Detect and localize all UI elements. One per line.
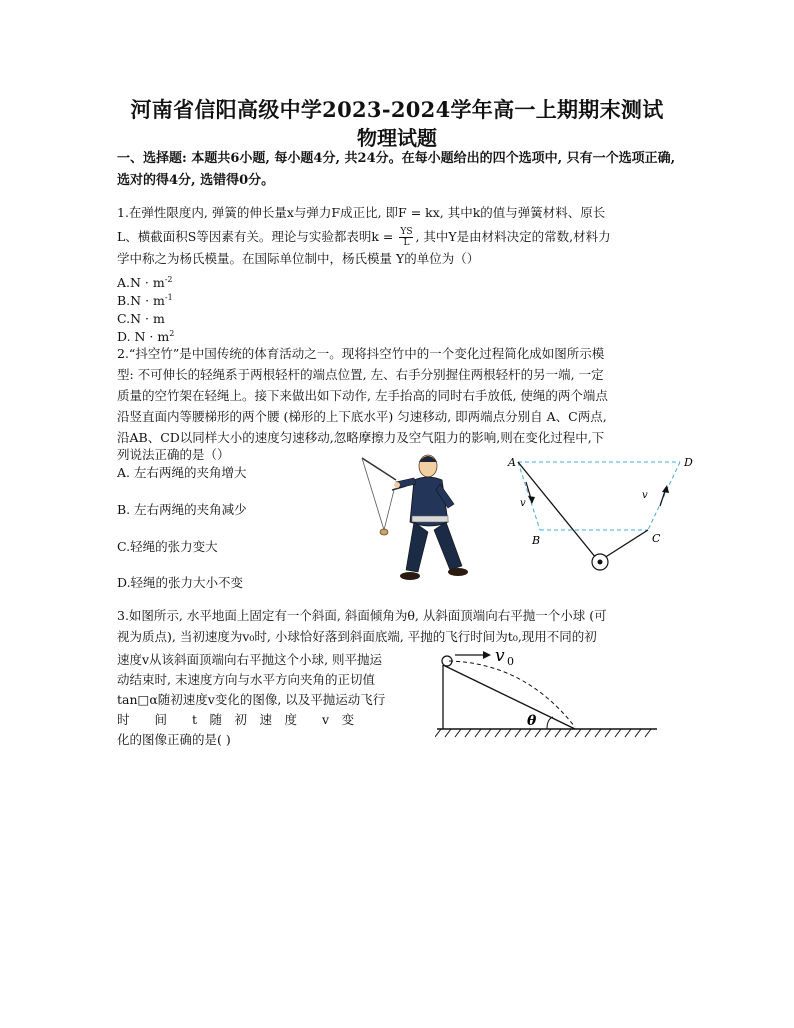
q3-line2: 视为质点), 当初速度为v₀时, 小球恰好落到斜面底端, 平抛的飞行时间为t₀,现用不同的初 — [117, 629, 597, 644]
q1-option-b: $B.N \cdot m^{-1}$ — [117, 293, 173, 309]
q3-line7: 化的图像正确的是( ) — [117, 732, 231, 747]
exam-subtitle: 物理试题 — [357, 126, 437, 150]
incline-projectile-diagram — [435, 645, 660, 745]
label-theta: θ — [527, 713, 537, 729]
q1-option-c: C.N · m — [117, 311, 165, 327]
label-d: D — [684, 456, 693, 469]
q2-line6: 列说法正确的是（） — [117, 447, 230, 462]
q2-line4: 沿竖直面内等腰梯形的两个腰 (梯形的上下底水平) 匀速移动, 即两端点分别自 A、C两点, — [117, 409, 607, 424]
q2-option-d: D.轻绳的张力大小不变 — [117, 575, 244, 590]
trapezoid-diagram — [500, 452, 700, 572]
q1-line3: 学中称之为杨氏模量。在国际单位制中，杨氏模量 Y的单位为（） — [117, 251, 480, 266]
label-v-right: v — [642, 490, 648, 501]
q2-option-a: A. 左右两绳的夹角增大 — [117, 465, 247, 480]
label-v-left: v — [520, 498, 526, 509]
label-c: C — [652, 532, 661, 545]
q2-line2: 型: 不可伸长的轻绳系于两根轻杆的端点位置, 左、右手分别握住两根轻杆的另一端, 一定 — [117, 367, 604, 382]
diabolo-player-illustration — [358, 452, 498, 600]
q1-line1: 1.在弹性限度内, 弹簧的伸长量x与弹力F成正比, 即F = kx, 其中k的值与弹簧材料、原长 — [117, 205, 606, 220]
q1-option-a: $A.N \cdot m^{-2}$ — [117, 275, 173, 291]
q1-option-d: D. $N \cdot m^2$ — [117, 329, 175, 345]
q2-line1: 2.“抖空竹”是中国传统的体育活动之一。现将抖空竹中的一个变化过程简化成如图所示模 — [117, 346, 605, 361]
q2-option-b: B. 左右两绳的夹角减少 — [117, 502, 247, 517]
q2-option-c: C.轻绳的张力变大 — [117, 539, 218, 554]
label-b: B — [532, 534, 541, 547]
label-v0: v — [495, 646, 505, 666]
q3-line5: tan□α随初速度v变化的图像, 以及平抛运动飞行 — [117, 692, 386, 707]
section-heading: 一、选择题: 本题共6小题, 每小题4分, 共24分。在每小题给出的四个选项中, 只有一个选项正确, 选对的得4分, 选错得0分。 — [117, 151, 676, 188]
q2-line3: 质量的空竹架在轻绳上。接下来做出如下动作, 左手抬高的同时右手放低, 使绳的两个端点 — [117, 388, 608, 403]
q1-frac-den: L — [403, 238, 410, 248]
q1-fraction — [399, 227, 413, 248]
q1-line2-post: , 其中Y是由材料决定的常数,材料力 — [415, 229, 611, 244]
q3-line3: 速度v从该斜面顶端向右平抛这个小球, 则平抛运 — [117, 652, 383, 667]
q3-line6: 时 间 t 随 初 速 度 v 变 — [117, 712, 355, 727]
q1-line2 — [117, 226, 683, 248]
q1-line2-pre: L、横截面积S等因素有关。理论与实验都表明k = — [117, 229, 398, 244]
q1-frac-num: YS — [400, 227, 413, 237]
label-a: A — [508, 456, 516, 469]
q3-line1: 3.如图所示, 水平地面上固定有一个斜面, 斜面倾角为θ, 从斜面顶端向右平抛一个小球 (可 — [117, 608, 607, 623]
exam-title: 河南省信阳高级中学2023-2024学年高一上期期末测试 — [130, 97, 664, 122]
label-v0-sub: 0 — [507, 655, 514, 668]
q3-line4: 动结束时, 末速度方向与水平方向夹角的正切值 — [117, 672, 375, 687]
q2-line5: 沿AB、CD以同样大小的速度匀速移动,忽略摩擦力及空气阻力的影响,则在变化过程中,下 — [117, 430, 605, 445]
